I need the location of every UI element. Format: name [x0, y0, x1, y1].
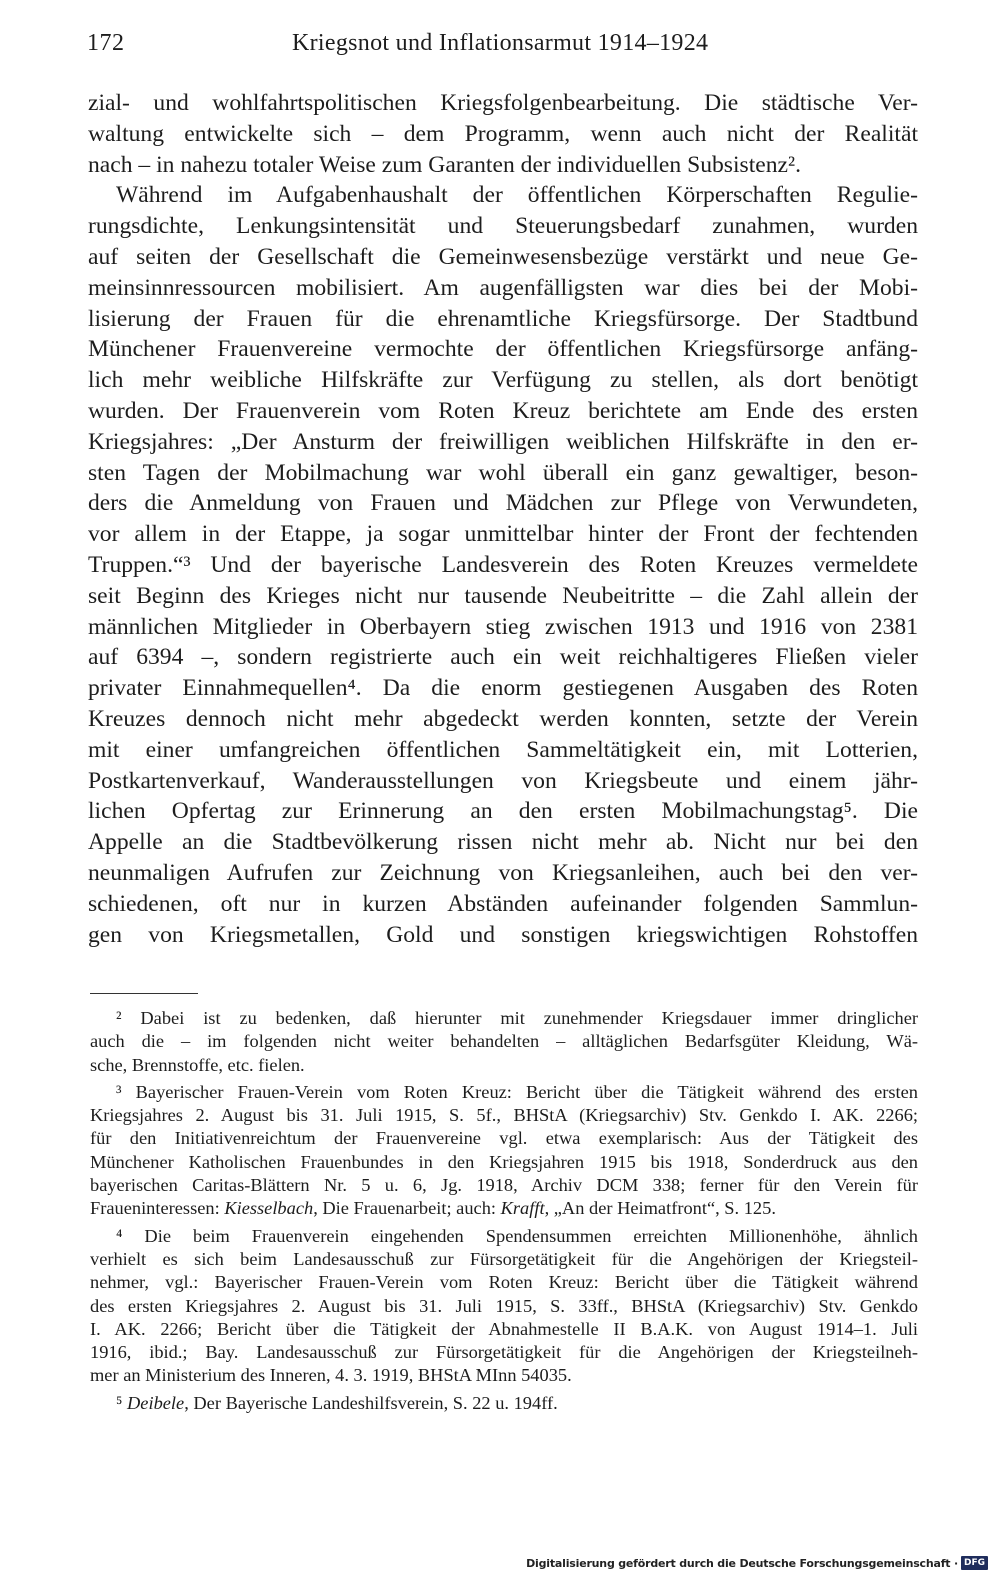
text-line: Truppen.“³ Und der bayerische Landesverein des Roten Kreuzes vermeldete: [88, 551, 918, 578]
author-name: Deibele: [127, 1392, 185, 1413]
text-line: Postkartenverkauf, Wanderausstellungen von Kriegsbeute und einem jähr-: [88, 767, 918, 794]
text-line: wurden. Der Frauenverein vom Roten Kreuz berichtete am Ende des ersten: [88, 397, 918, 424]
text-line: mit einer umfangreichen öffentlichen Sammeltätigkeit ein, mit Lotterien,: [88, 736, 918, 763]
text-line: lichen Opfertag zur Erinnerung an den ersten Mobilmachungstag⁵. Die: [88, 798, 918, 825]
text-line: vor allem in der Etappe, ja sogar unmittelbar hinter der Front der fechtenden: [88, 521, 918, 548]
footnote-line: Kriegsjahres 2. August bis 31. Juli 1915, S. 5f., BHStA (Kriegsarchiv) Stv. Genkdo I. AK. 2266;: [90, 1105, 918, 1126]
dfg-logo: DFG: [961, 1556, 988, 1570]
footnote-line: 1916, ibid.; Bay. Landesausschuß zur Fürsorgetätigkeit für die Angehörigen der Kriegsteilneh-: [90, 1342, 918, 1363]
text-line: lisierung der Frauen für die ehrenamtliche Kriegsfürsorge. Der Stadtbund: [88, 305, 918, 332]
text-line: waltung entwickelte sich – dem Programm, wenn auch nicht der Realität: [88, 120, 918, 147]
author-name: Krafft: [500, 1198, 545, 1219]
text-line: schiedenen, oft nur in kurzen Abständen aufeinander folgenden Sammlun-: [88, 890, 918, 917]
text-line: privater Einnahmequellen⁴. Da die enorm gestiegenen Ausgaben des Roten: [88, 675, 918, 702]
footnote-3: [90, 1081, 918, 1221]
footnote-2: [90, 1007, 918, 1077]
footnote-marker: ⁵: [116, 1392, 128, 1413]
text-line: Münchener Frauenvereine vermochte der öffentlichen Kriegsfürsorge anfäng-: [88, 336, 918, 363]
footnote-text: , Die Frauenarbeit; auch:: [313, 1198, 501, 1219]
text-line: zial- und wohlfahrtspolitischen Kriegsfolgenbearbeitung. Die städtische Ver-: [88, 90, 918, 116]
footnote-line: [90, 1392, 918, 1415]
text-line: rungsdichte, Lenkungsintensität und Steuerungsbedarf zunahmen, wurden: [88, 213, 918, 240]
page-number: 172: [87, 30, 125, 56]
author-name: Kiesselbach: [224, 1198, 314, 1219]
text-line: seit Beginn des Krieges nicht nur tausende Neubeitritte – die Zahl allein der: [88, 582, 918, 609]
main-text: [88, 88, 918, 950]
footnote-line: mer an Ministerium des Inneren, 4. 3. 1919, BHStA MInn 54035.: [90, 1365, 572, 1386]
text-line: sten Tagen der Mobilmachung war wohl überall ein ganz gewaltiger, beson-: [88, 459, 918, 486]
text-line: Appelle an die Stadtbevölkerung rissen nicht mehr ab. Nicht nur bei den: [88, 829, 918, 856]
footnote-line: sche, Brennstoffe, etc. fielen.: [90, 1054, 305, 1075]
footnote-line: ³ Bayerischer Frauen-Verein vom Roten Kreuz: Bericht über die Tätigkeit während des ersten: [116, 1081, 918, 1102]
footnote-line: für den Initiativenreichtum der Frauenvereine vgl. etwa exemplarisch: Aus der Tätigkeit des: [90, 1128, 918, 1149]
text-line: gen von Kriegsmetallen, Gold und sonstigen kriegswichtigen Rohstoffen: [88, 921, 918, 948]
footnote-line: Münchener Katholischen Frauenbundes in den Kriegsjahren 1915 bis 1918, Sonderdruck aus den: [90, 1151, 918, 1172]
footnotes: [90, 1007, 918, 1415]
credit-text: Digitalisierung gefördert durch die Deutsche Forschungsgemeinschaft ·: [526, 1556, 958, 1570]
footnote-text: , Der Bayerische Landeshilfsverein, S. 22 u. 194ff.: [184, 1392, 558, 1413]
text-line: neunmaligen Aufrufen zur Zeichnung von Kriegsanleihen, auch bei den ver-: [88, 859, 918, 886]
text-line: Kreuzes dennoch nicht mehr abgedeckt werden konnten, setzte der Verein: [88, 705, 918, 732]
footnote-line: nehmer, vgl.: Bayerischer Frauen-Verein vom Roten Kreuz: Bericht über die Tätigkeit während: [90, 1272, 918, 1293]
text-line: Kriegsjahres: „Der Ansturm der freiwilligen weiblichen Hilfskräfte in den er-: [88, 428, 918, 455]
text-line: auf seiten der Gesellschaft die Gemeinwesensbezüge verstärkt und neue Ge-: [88, 243, 918, 270]
footnote-line: verhielt es sich beim Landesausschuß zur Fürsorgetätigkeit für die Angehörigen der Kriegsteil-: [90, 1248, 918, 1269]
text-line: ders die Anmeldung von Frauen und Mädchen zur Pflege von Verwundeten,: [88, 490, 918, 517]
footnote-line: I. AK. 2266; Bericht über die Tätigkeit der Abnahmestelle II B.A.K. von August 1914–1. Juli: [90, 1318, 918, 1339]
running-title: Kriegsnot und Inflationsarmut 1914–1924: [292, 30, 709, 56]
footnote-line: [90, 1197, 918, 1220]
text-line: auf 6394 –, sondern registrierte auch ein weit reichhaltigeres Fließen vieler: [88, 644, 918, 671]
text-line: meinsinnressourcen mobilisiert. Am augenfälligsten war dies bei der Mobi-: [88, 274, 918, 301]
footnote-line: ⁴ Die beim Frauenverein eingehenden Spendensummen erreichten Millionenhöhe, ähnlich: [116, 1225, 918, 1246]
footnote-line: ² Dabei ist zu bedenken, daß hierunter mit zunehmender Kriegsdauer immer dringlicher: [116, 1008, 918, 1028]
footnote-line: des ersten Kriegsjahres 2. August bis 31. Juli 1915, S. 33ff., BHStA (Kriegsarchiv) Stv. Genkdo: [90, 1295, 918, 1316]
text-line: nach – in nahezu totaler Weise zum Garanten der individuellen Subsistenz².: [88, 151, 801, 178]
footnote-4: [90, 1225, 918, 1388]
digitization-credit: [526, 1556, 988, 1570]
footnote-line: bayerischen Caritas-Blättern Nr. 5 u. 6, Jg. 1918, Archiv DCM 338; ferner für den Verein für: [90, 1175, 918, 1196]
footnote-line: auch die – im folgenden nicht weiter behandelten – alltäglichen Bedarfsgüter Kleidung, Wä-: [90, 1031, 918, 1052]
footnote-5: [90, 1392, 918, 1415]
text-line: lich mehr weibliche Hilfskräfte zur Verfügung zu stellen, als dort benötigt: [88, 367, 918, 394]
text-line: Während im Aufgabenhaushalt der öffentlichen Körperschaften Regulie-: [116, 182, 918, 209]
footnote-text: , „An der Heimatfront“, S. 125.: [544, 1198, 776, 1219]
footnote-text: Fraueninteressen:: [90, 1198, 225, 1219]
text-line: männlichen Mitglieder in Oberbayern stieg zwischen 1913 und 1916 von 2381: [88, 613, 918, 640]
footnote-divider: [90, 993, 198, 994]
